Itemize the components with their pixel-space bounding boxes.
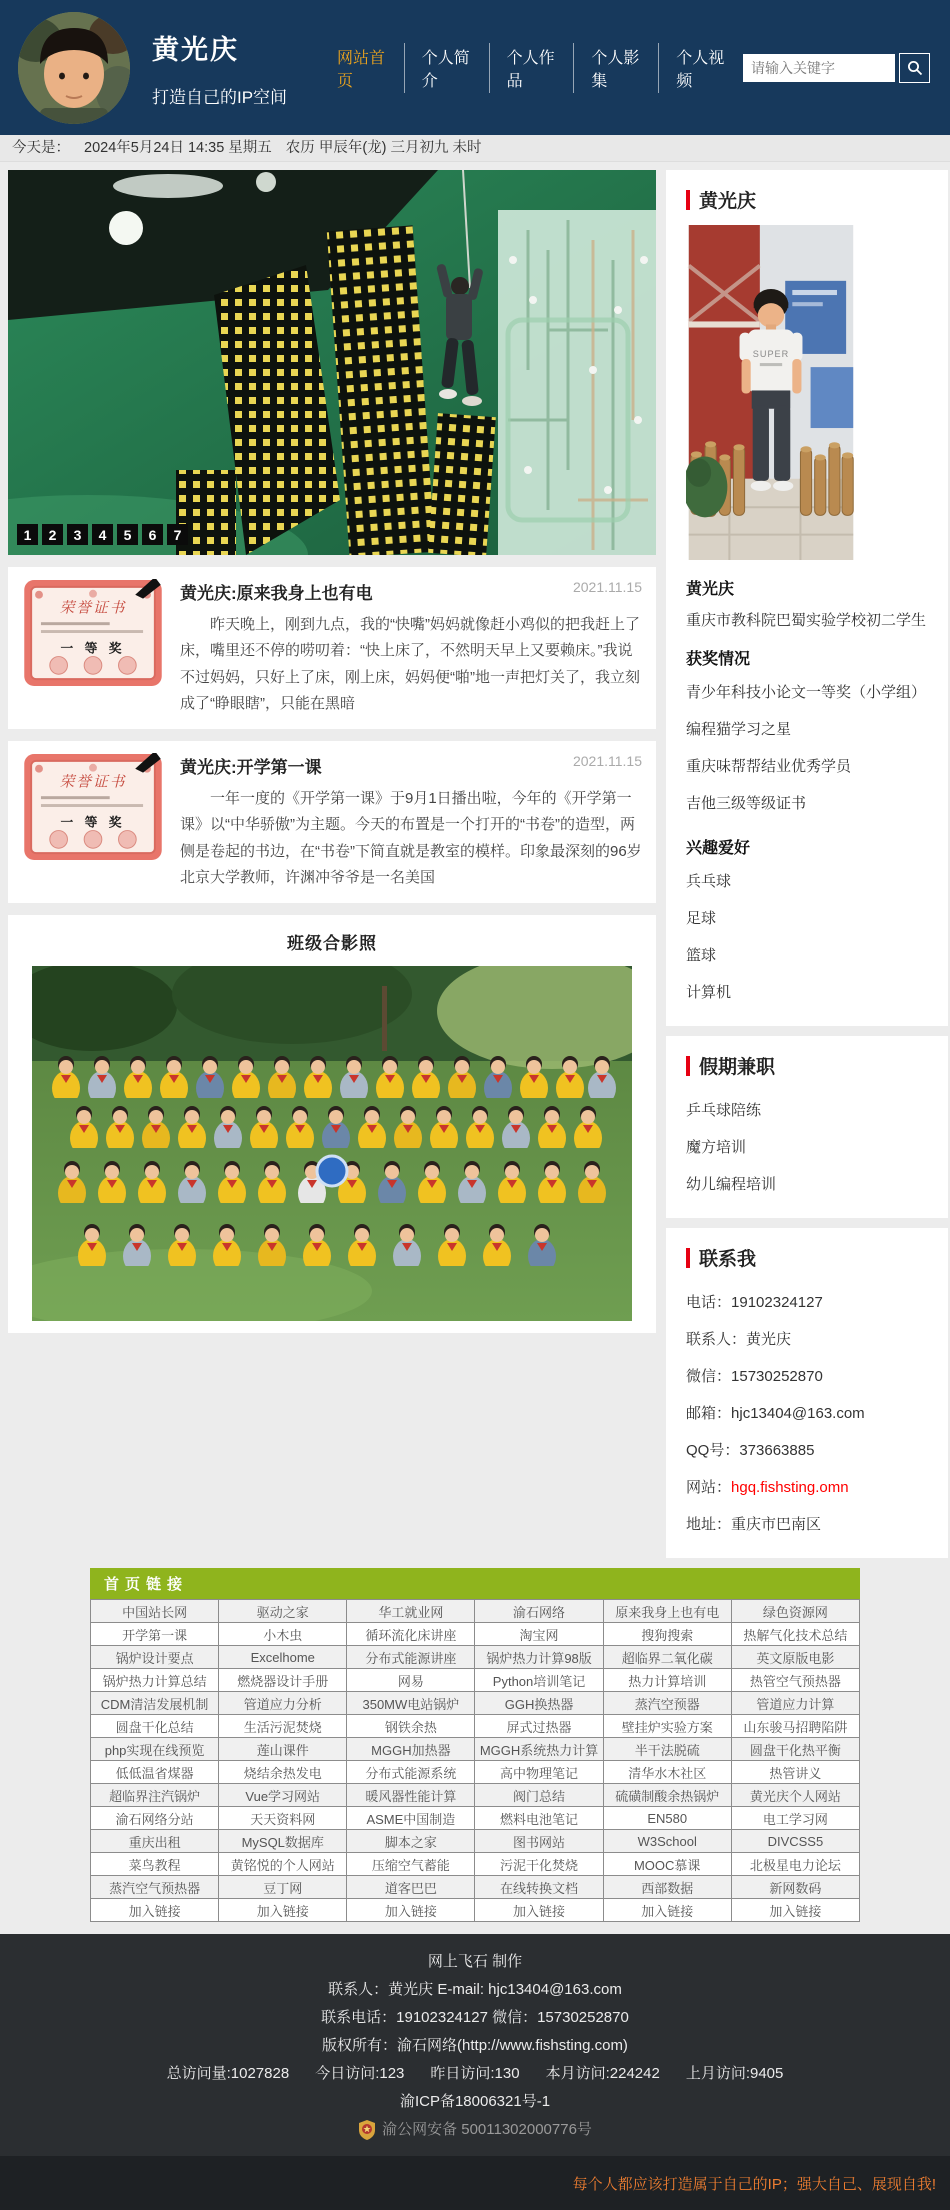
link-cell[interactable]: 原来我身上也有电 xyxy=(603,1600,731,1623)
contact-value: 重庆市巴南区 xyxy=(731,1516,822,1533)
slogan-text: 每个人都应该打造属于自己的IP；强大自己、展现自我! xyxy=(572,2175,936,2193)
pager-number[interactable]: 1 xyxy=(17,524,38,545)
link-cell[interactable]: MOOC慕课 xyxy=(603,1853,731,1876)
links-row xyxy=(91,1830,860,1853)
slogan-bar xyxy=(0,2156,950,2210)
avatar xyxy=(18,12,130,124)
nav-item[interactable]: 个人影集 xyxy=(573,43,658,93)
link-cell[interactable]: Vue学习网站 xyxy=(219,1784,347,1807)
profile-panel xyxy=(666,170,948,1026)
contact-panel xyxy=(666,1228,948,1558)
hobby-item: 足球 xyxy=(686,910,717,927)
link-cell[interactable]: 莲山课件 xyxy=(219,1738,347,1761)
footer-stats xyxy=(0,2060,950,2088)
link-cell[interactable]: 壁挂炉实验方案 xyxy=(603,1715,731,1738)
article-title[interactable]: 黄光庆:原来我身上也有电 xyxy=(180,584,373,603)
link-cell[interactable]: 屏式过热器 xyxy=(475,1715,603,1738)
contact-value: 黄光庆 xyxy=(746,1331,792,1348)
link-cell[interactable]: Excelhome xyxy=(219,1646,347,1669)
link-cell[interactable]: 加入链接 xyxy=(475,1899,603,1922)
links-row xyxy=(91,1715,860,1738)
nav-item[interactable]: 个人简介 xyxy=(404,43,489,93)
article-date: 2021.11.15 xyxy=(572,579,642,595)
link-cell[interactable]: 电工学习网 xyxy=(731,1807,859,1830)
contact-label: 微信： xyxy=(686,1368,732,1385)
part-time-item: 魔方培训 xyxy=(686,1139,747,1156)
link-cell[interactable]: 脚本之家 xyxy=(347,1830,475,1853)
footer-stat: 今日访问:123 xyxy=(315,2065,405,2082)
link-cell[interactable]: php实现在线预览 xyxy=(91,1738,219,1761)
links-row xyxy=(91,1761,860,1784)
contact-row xyxy=(686,1320,928,1357)
link-cell[interactable]: 钢铁余热 xyxy=(347,1715,475,1738)
part-time-panel xyxy=(666,1036,948,1218)
link-cell[interactable]: 新网数码 xyxy=(731,1876,859,1899)
article-title[interactable]: 黄光庆:开学第一课 xyxy=(180,758,322,777)
contact-value: 373663885 xyxy=(739,1442,815,1459)
class-photo-section xyxy=(8,915,656,1333)
hobby-item: 兵乓球 xyxy=(686,873,732,890)
footer-icp[interactable]: 渝ICP备18006321号-1 xyxy=(399,2093,551,2110)
links-row xyxy=(91,1876,860,1899)
link-cell[interactable]: 重庆出租 xyxy=(91,1830,219,1853)
contact-label: 地址： xyxy=(686,1516,732,1533)
site-name: 黄光庆 xyxy=(152,34,239,65)
svg-text:SUPER: SUPER xyxy=(752,348,790,359)
link-cell[interactable]: 加入链接 xyxy=(219,1899,347,1922)
link-cell[interactable]: 烧结余热发电 xyxy=(219,1761,347,1784)
link-cell[interactable]: 清华水木社区 xyxy=(603,1761,731,1784)
links-section xyxy=(90,1568,860,1922)
date-bar xyxy=(0,135,950,162)
link-cell[interactable]: W3School xyxy=(603,1830,731,1853)
nav-item[interactable]: 个人作品 xyxy=(489,43,574,93)
contact-row xyxy=(686,1394,928,1431)
link-cell[interactable]: 图书网站 xyxy=(475,1830,603,1853)
link-cell[interactable]: 山东骏马招聘陷阱 xyxy=(731,1715,859,1738)
link-cell[interactable]: 菜鸟教程 xyxy=(91,1853,219,1876)
links-section-title: 首页链接 xyxy=(90,1568,860,1599)
sidebar xyxy=(666,170,948,1558)
link-cell[interactable]: 渝石网络分站 xyxy=(91,1807,219,1830)
article-excerpt: 一年一度的《开学第一课》于9月1日播出啦，今年的《开学第一课》以“中华骄傲”为主题。今天的布置是一个打开的“书卷”的造型，两侧是卷起的书边，在“书卷”下简直就是教室的模样。印象最深刻的96岁北京大学教师，许渊冲爷爷是一名美国 xyxy=(180,790,642,886)
award-item: 重庆味帮帮结业优秀学员 xyxy=(686,758,852,775)
links-row xyxy=(91,1807,860,1830)
link-cell[interactable]: GGH换热器 xyxy=(475,1692,603,1715)
slideshow[interactable] xyxy=(8,170,656,555)
hobby-item: 篮球 xyxy=(686,947,717,964)
footer-phone: 联系电话：19102324127 微信：15730252870 xyxy=(321,2009,629,2026)
link-cell[interactable]: 污泥干化焚烧 xyxy=(475,1853,603,1876)
date-prefix: 今天是： xyxy=(12,140,70,156)
link-cell[interactable]: 燃料电池笔记 xyxy=(475,1807,603,1830)
link-cell[interactable]: 加入链接 xyxy=(731,1899,859,1922)
link-cell[interactable]: 管道应力计算 xyxy=(731,1692,859,1715)
link-cell[interactable]: EN580 xyxy=(603,1807,731,1830)
contact-title: 联系我 xyxy=(686,1244,928,1271)
nav-item[interactable]: 个人视频 xyxy=(658,43,743,93)
slideshow-pager xyxy=(17,524,188,545)
links-row xyxy=(91,1692,860,1715)
main-content xyxy=(0,162,950,1558)
link-cell[interactable]: 生活污泥焚烧 xyxy=(219,1715,347,1738)
link-cell[interactable]: MGGH加热器 xyxy=(347,1738,475,1761)
contact-label: QQ号： xyxy=(686,1442,740,1459)
pager-number[interactable]: 4 xyxy=(92,524,113,545)
search-input[interactable] xyxy=(743,54,895,82)
police-badge-icon xyxy=(358,2120,376,2140)
award-item: 吉他三级等级证书 xyxy=(686,795,807,812)
link-cell[interactable]: 北极星电力论坛 xyxy=(731,1853,859,1876)
hobby-item: 计算机 xyxy=(686,984,732,1001)
link-cell[interactable]: 分布式能源系统 xyxy=(347,1761,475,1784)
footer-stat: 总访问量:1027828 xyxy=(166,2065,290,2082)
search-box xyxy=(743,53,930,83)
link-cell[interactable]: 开学第一课 xyxy=(91,1623,219,1646)
part-time-item: 幼儿编程培训 xyxy=(686,1176,777,1193)
link-cell[interactable]: MySQL数据库 xyxy=(219,1830,347,1853)
certificate-thumbnail[interactable] xyxy=(22,579,164,687)
contact-label: 邮箱： xyxy=(686,1405,732,1422)
link-cell[interactable]: 天天资料网 xyxy=(219,1807,347,1830)
certificate-thumbnail[interactable] xyxy=(22,753,164,861)
nav-item[interactable]: 网站首页 xyxy=(337,49,386,90)
award-item: 青少年科技小论文一等奖（小学组） xyxy=(686,684,927,701)
article-item xyxy=(8,567,656,729)
link-cell[interactable]: 渝石网络 xyxy=(475,1600,603,1623)
contact-label: 电话： xyxy=(686,1294,732,1311)
profile-photo xyxy=(686,225,856,560)
footer-police-line[interactable]: 渝公网安备 50011302000776号 xyxy=(0,2116,950,2144)
link-cell[interactable]: 圆盘干化热平衡 xyxy=(731,1738,859,1761)
profile-school: 重庆市教科院巴蜀实验学校初二学生 xyxy=(686,612,927,629)
link-cell[interactable]: 加入链接 xyxy=(91,1899,219,1922)
class-photo xyxy=(32,966,632,1321)
avatar-photo xyxy=(18,12,130,124)
contact-label: 网站： xyxy=(686,1479,732,1496)
link-cell[interactable]: 锅炉热力计算总结 xyxy=(91,1669,219,1692)
article-excerpt: 昨天晚上，刚到九点，我的“快嘴”妈妈就像赶小鸡似的把我赶上了床，嘴里还不停的唠叨着：“快上床了，不然明天早上又要赖床。”我说不过妈妈，只好上了床，刚上床，妈妈便“啪”地一声把灯关了，我立刻成了“睁眼瞎”，只能在黑暗 xyxy=(180,616,640,712)
links-table xyxy=(90,1599,860,1922)
link-cell[interactable]: 锅炉热力计算98版 xyxy=(475,1646,603,1669)
link-cell[interactable]: 分布式能源讲座 xyxy=(347,1646,475,1669)
part-time-title: 假期兼职 xyxy=(686,1052,928,1079)
site-tagline: 打造自己的IP空间 xyxy=(152,87,288,107)
link-cell[interactable]: 西部数据 xyxy=(603,1876,731,1899)
link-cell[interactable]: 高中物理笔记 xyxy=(475,1761,603,1784)
link-cell[interactable]: 低低温省煤器 xyxy=(91,1761,219,1784)
left-column xyxy=(8,170,656,1558)
link-cell[interactable]: 管道应力分析 xyxy=(219,1692,347,1715)
link-cell[interactable]: 350MW电站锅炉 xyxy=(347,1692,475,1715)
link-cell[interactable]: 在线转换文档 xyxy=(475,1876,603,1899)
link-cell[interactable]: 道客巴巴 xyxy=(347,1876,475,1899)
link-cell[interactable]: 蒸汽空预器 xyxy=(603,1692,731,1715)
awards-list xyxy=(686,673,928,821)
footer-stat: 本月访问:224242 xyxy=(545,2065,660,2082)
contact-value: 19102324127 xyxy=(731,1294,823,1311)
link-cell[interactable]: 燃烧器设计手册 xyxy=(219,1669,347,1692)
links-row xyxy=(91,1600,860,1623)
link-cell[interactable]: 圆盘干化总结 xyxy=(91,1715,219,1738)
link-cell[interactable]: 搜狗搜索 xyxy=(603,1623,731,1646)
link-cell[interactable]: 超临界二氧化碳 xyxy=(603,1646,731,1669)
lunar-date: 农历 甲辰年(龙) 三月初九 未时 xyxy=(285,140,482,156)
link-cell[interactable]: 暖风器性能计算 xyxy=(347,1784,475,1807)
class-photo-title: 班级合影照 xyxy=(287,934,377,953)
link-cell[interactable]: Python培训笔记 xyxy=(475,1669,603,1692)
link-cell[interactable]: 热管空气预热器 xyxy=(731,1669,859,1692)
footer-maker: 网上飞石 制作 xyxy=(427,1953,523,1970)
links-row xyxy=(91,1669,860,1692)
date-value: 2024年5月24日 14:35 星期五 xyxy=(84,140,272,156)
footer-contact: 联系人：黄光庆 E-mail: hjc13404@163.com xyxy=(328,1981,622,1998)
links-row xyxy=(91,1738,860,1761)
link-cell[interactable]: 加入链接 xyxy=(603,1899,731,1922)
pager-number[interactable]: 3 xyxy=(67,524,88,545)
pager-number[interactable]: 5 xyxy=(117,524,138,545)
profile-name: 黄光庆 xyxy=(686,581,735,598)
links-row xyxy=(91,1853,860,1876)
link-cell[interactable]: 英文原版电影 xyxy=(731,1646,859,1669)
link-cell[interactable]: 绿色资源网 xyxy=(731,1600,859,1623)
contact-value: 15730252870 xyxy=(731,1368,823,1385)
main-nav xyxy=(320,43,743,93)
link-cell[interactable]: ASME中国制造 xyxy=(347,1807,475,1830)
footer-stat: 昨日访问:130 xyxy=(430,2065,520,2082)
link-cell[interactable]: 加入链接 xyxy=(347,1899,475,1922)
link-cell[interactable]: 超临界注汽锅炉 xyxy=(91,1784,219,1807)
link-cell[interactable]: 中国站长网 xyxy=(91,1600,219,1623)
link-cell[interactable]: 锅炉设计要点 xyxy=(91,1646,219,1669)
link-cell[interactable]: 黄铭悦的个人网站 xyxy=(219,1853,347,1876)
link-cell[interactable]: 黄光庆个人网站 xyxy=(731,1784,859,1807)
link-cell[interactable]: 网易 xyxy=(347,1669,475,1692)
contact-value: hjc13404@163.com xyxy=(731,1405,865,1422)
links-row xyxy=(91,1899,860,1922)
link-cell[interactable]: DIVCSS5 xyxy=(731,1830,859,1853)
part-time-list xyxy=(686,1091,928,1202)
contact-row xyxy=(686,1468,928,1505)
article-item xyxy=(8,741,656,903)
link-cell[interactable]: 阀门总结 xyxy=(475,1784,603,1807)
awards-title: 获奖情况 xyxy=(686,651,751,668)
profile-panel-title: 黄光庆 xyxy=(686,186,928,213)
hobbies-title: 兴趣爱好 xyxy=(686,840,751,857)
link-cell[interactable]: 蒸汽空气预热器 xyxy=(91,1876,219,1899)
award-item: 编程猫学习之星 xyxy=(686,721,792,738)
pager-number[interactable]: 2 xyxy=(42,524,63,545)
link-cell[interactable]: 驱动之家 xyxy=(219,1600,347,1623)
part-time-item: 乒乓球陪练 xyxy=(686,1102,762,1119)
site-footer xyxy=(0,1934,950,2156)
link-cell[interactable]: 循环流化床讲座 xyxy=(347,1623,475,1646)
contact-value[interactable]: hgq.fishsting.omn xyxy=(731,1479,849,1496)
links-row xyxy=(91,1784,860,1807)
contact-row xyxy=(686,1505,928,1542)
link-cell[interactable]: CDM清洁发展机制 xyxy=(91,1692,219,1715)
link-cell[interactable]: 压缩空气蓄能 xyxy=(347,1853,475,1876)
link-cell[interactable]: 淘宝网 xyxy=(475,1623,603,1646)
contact-rows xyxy=(686,1283,928,1542)
search-icon xyxy=(907,60,923,76)
contact-row xyxy=(686,1431,928,1468)
link-cell[interactable]: 热力计算培训 xyxy=(603,1669,731,1692)
contact-row xyxy=(686,1357,928,1394)
article-date: 2021.11.15 xyxy=(572,753,642,769)
link-cell[interactable]: 小木虫 xyxy=(219,1623,347,1646)
links-row xyxy=(91,1623,860,1646)
pager-number[interactable]: 7 xyxy=(167,524,188,545)
contact-label: 联系人： xyxy=(686,1331,747,1348)
links-row xyxy=(91,1646,860,1669)
link-cell[interactable]: 豆丁网 xyxy=(219,1876,347,1899)
search-button[interactable] xyxy=(899,53,930,83)
footer-stat: 上月访问:9405 xyxy=(685,2065,784,2082)
link-cell[interactable]: 硫磺制酸余热锅炉 xyxy=(603,1784,731,1807)
slideshow-image xyxy=(8,170,656,555)
pager-number[interactable]: 6 xyxy=(142,524,163,545)
link-cell[interactable]: 半干法脱硫 xyxy=(603,1738,731,1761)
link-cell[interactable]: MGGH系统热力计算 xyxy=(475,1738,603,1761)
link-cell[interactable]: 热管讲义 xyxy=(731,1761,859,1784)
link-cell[interactable]: 华工就业网 xyxy=(347,1600,475,1623)
brand xyxy=(152,28,320,108)
link-cell[interactable]: 热解气化技术总结 xyxy=(731,1623,859,1646)
contact-row xyxy=(686,1283,928,1320)
hobbies-list xyxy=(686,862,928,1010)
footer-copyright: 版权所有：渝石网络(http://www.fishsting.com) xyxy=(322,2037,628,2054)
site-header xyxy=(0,0,950,135)
